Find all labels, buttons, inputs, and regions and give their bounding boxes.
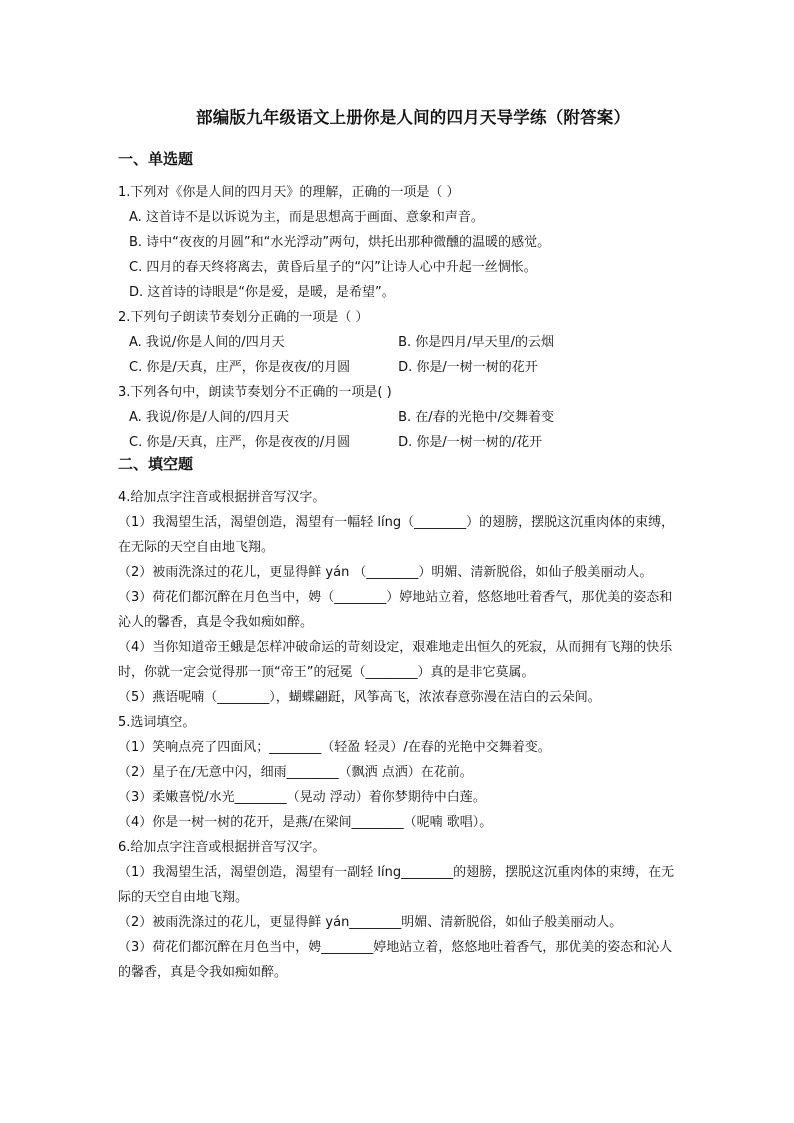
option-d: D. 你是/一树一树的/花开 <box>398 435 543 450</box>
question-1 <box>118 180 678 305</box>
option-a: A. 我说/你是/人间的/四月天 <box>129 410 290 425</box>
section-heading-single-choice: 一、单选题 <box>118 150 194 168</box>
question-item: （3）柔嫩喜悦/水光________（晃动 浮动）着你梦期待中白莲。 <box>118 790 486 805</box>
question-stem: 6.给加点字注音或根据拼音写汉字。 <box>118 840 326 855</box>
question-item: （1）笑响点亮了四面风；________（轻盈 轻灵）/在春的光艳中交舞着变。 <box>118 740 551 755</box>
question-3 <box>118 380 678 455</box>
question-item: （4）当你知道帝王蛾是怎样冲破命运的苛刻设定，艰难地走出恒久的死寂，从而拥有飞翔的快乐时，你就一定会觉得那一顶“帝王”的冠冕（________）真的是非它莫属。 <box>118 640 673 680</box>
question-item: （2）星子在/无意中闪，细雨________（飘洒 点洒）在花前。 <box>118 765 473 780</box>
option-b: B. 诗中“夜夜的月圆”和“水光浮动”两句，烘托出那种微醺的温暖的感觉。 <box>129 235 551 250</box>
question-item: （5）燕语呢喃（________），蝴蝶翩跹，风筝高飞，浓浓春意弥漫在洁白的云朵间。 <box>118 690 601 705</box>
question-item: （1）我渴望生活，渴望创造，渴望有一幅轻 líng（________）的翅膀，摆脱这沉重肉体的束缚，在无际的天空自由地飞翔。 <box>118 515 675 555</box>
question-stem: 2.下列句子朗读节奏划分正确的一项是（ ） <box>118 310 369 325</box>
option-row <box>118 355 678 380</box>
option-row <box>118 330 678 355</box>
option-a: A. 我说/你是人间的/四月天 <box>129 335 285 350</box>
question-stem: 1.下列对《你是人间的四月天》的理解，正确的一项是（ ） <box>118 185 460 200</box>
option-b: B. 在/春的光艳中/交舞着变 <box>398 410 555 425</box>
option-a: A. 这首诗不是以诉说为主，而是思想高于画面、意象和声音。 <box>129 210 484 225</box>
question-stem: 3.下列各句中，朗读节奏划分不正确的一项是( ) <box>118 385 392 400</box>
question-2 <box>118 305 678 380</box>
section-heading-fill-blank: 二、填空题 <box>118 455 194 473</box>
question-item: （4）你是一树一树的花开，是燕/在梁间________（呢喃 歌唱）。 <box>118 815 493 830</box>
option-c: C. 你是/天真，庄严，你是夜夜的/月圆 <box>129 435 351 450</box>
question-item: （3）荷花们都沉醉在月色当中，娉（________）婷地站立着，悠悠地吐着香气，那优美的姿态和沁人的馨香，真是令我如痴如醉。 <box>118 590 673 630</box>
question-4 <box>118 485 678 710</box>
option-d: D. 这首诗的诗眼是“你是爱，是暖，是希望”。 <box>129 285 395 300</box>
option-c: C. 四月的春天终将离去，黄昏后星子的“闪”让诗人心中升起一丝惆怅。 <box>129 260 537 275</box>
question-item: （2）被雨洗涤过的花儿，更显得鲜 yán （________）明媚、清新脱俗，如仙子般美丽动人。 <box>118 565 653 580</box>
question-stem: 4.给加点字注音或根据拼音写汉字。 <box>118 490 326 505</box>
question-item: （1）我渴望生活，渴望创造，渴望有一副轻 líng________的翅膀，摆脱这沉重肉体的束缚，在无际的天空自由地飞翔。 <box>118 865 675 905</box>
question-stem: 5.选词填空。 <box>118 715 196 730</box>
option-row <box>118 405 678 430</box>
document-title: 部编版九年级语文上册你是人间的四月天导学练（附答案） <box>196 108 631 127</box>
option-row <box>118 430 678 455</box>
question-item: （2）被雨洗涤过的花儿，更显得鲜 yán________明媚、清新脱俗，如仙子般美丽动人。 <box>118 915 623 930</box>
option-d: D. 你是/一树一树的花开 <box>398 360 538 375</box>
option-b: B. 你是四月/早天里/的云烟 <box>398 335 555 350</box>
option-c: C. 你是/天真，庄严，你是夜夜/的月圆 <box>129 360 351 375</box>
question-6 <box>118 835 678 985</box>
question-5 <box>118 710 678 835</box>
question-item: （3）荷花们都沉醉在月色当中，娉________婷地站立着，悠悠地吐着香气，那优美的姿态和沁人的馨香，真是令我如痴如醉。 <box>118 940 673 980</box>
document-body <box>118 150 678 985</box>
